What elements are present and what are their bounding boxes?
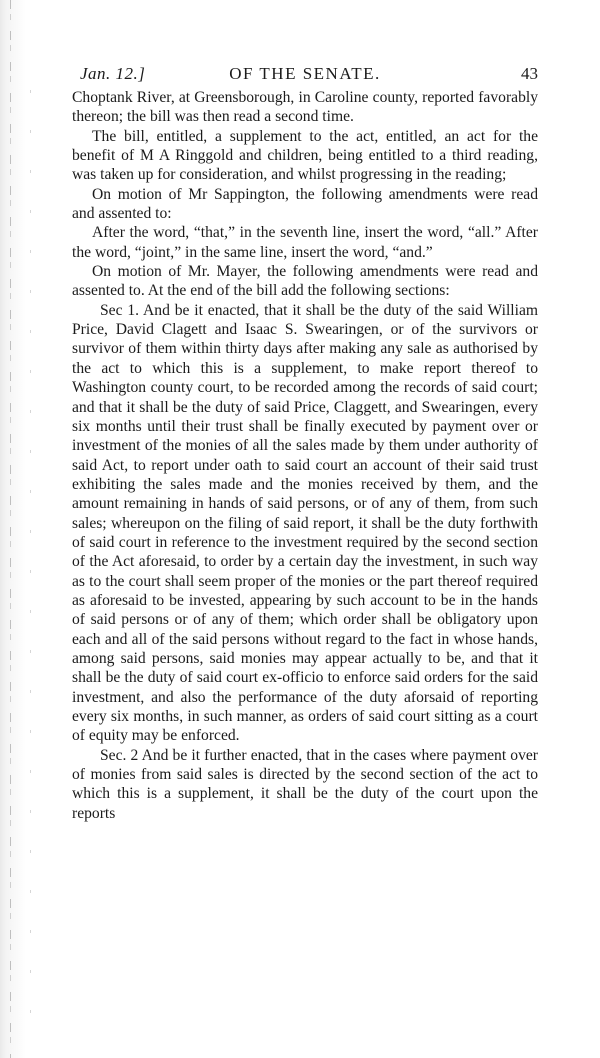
document-page bbox=[72, 58, 538, 823]
page-binding-edge bbox=[0, 0, 26, 1058]
binding-stitching bbox=[10, 0, 11, 1058]
body-text bbox=[72, 88, 538, 823]
paragraph-continuation: Choptank River, at Greensborough, in Caroline county, reported favorably thereon; the bill was then read a second time. bbox=[72, 89, 538, 126]
paragraph-bill-supplement: The bill, entitled, a supplement to the act, entitled, an act for the benefit of M A Ringgold and children, being entitled to a third reading, was taken up for consideration, and whilst progressing in the reading; bbox=[72, 127, 538, 184]
binding-shadow-line bbox=[30, 90, 31, 1020]
running-head-title: OF THE SENATE. bbox=[229, 64, 381, 83]
paragraph-section-2: Sec. 2 And be it further enacted, that in the cases where payment over of monies from said sales is directed by the second section of the act to which this is a supplement, it shall be the duty of the court upon the reports bbox=[72, 746, 538, 822]
running-head-date: Jan. 12.] bbox=[80, 64, 146, 83]
page-number: 43 bbox=[521, 64, 538, 83]
paragraph-amendment-text: After the word, “that,” in the seventh line, insert the word, “all.” After the word, “joint,” in the same line, insert the word, “and.” bbox=[72, 224, 538, 261]
running-head bbox=[72, 58, 538, 88]
paragraph-section-1: Sec 1. And be it enacted, that it shall be the duty of the said William Price, David Clagett and Isaac S. Swearingen, or of the survivors or survivor of them within thirty days after making any sale as authorised by the act to which this is a supplement, to make report thereof to Washington county court, to be recorded among the records of said court; and that it shall be the duty of said Price, Claggett, and Swearingen, every six months until their trust shall be finally executed by payment over or investment of the monies of all the sales made by them under authority of said Act, to report under oath to said court an account of their said trust exhibiting the sales made and the monies received by them, and the amount remaining in hands of said persons, or of any of them, from such sales; whereupon on the filing of said report, it shall be the duty forthwith of said court in reference to the investment required by the second section of the Act aforesaid, to order by a certain day the investment, in such way as to the court shall seem proper of the monies or the part thereof required as aforesaid to be invested, appearing by such account to be in the hands of said persons or of any of them; which order shall be obligatory upon each and all of the said persons without regard to the fact in whose hands, among said persons, said monies may appear actually to be, and that it shall be the duty of said court ex-officio to enforce said orders for the said investment, and also the performance of the duty aforsaid of reporting every six months, in such manner, as orders of said court sitting as a court of equity may be enforced. bbox=[72, 301, 538, 745]
paragraph-motion-sappington: On motion of Mr Sappington, the following amendments were read and assented to: bbox=[72, 185, 538, 223]
paragraph-motion-mayer: On motion of Mr. Mayer, the following amendments were read and assented to. At the end of the bill add the following sections: bbox=[72, 263, 538, 300]
